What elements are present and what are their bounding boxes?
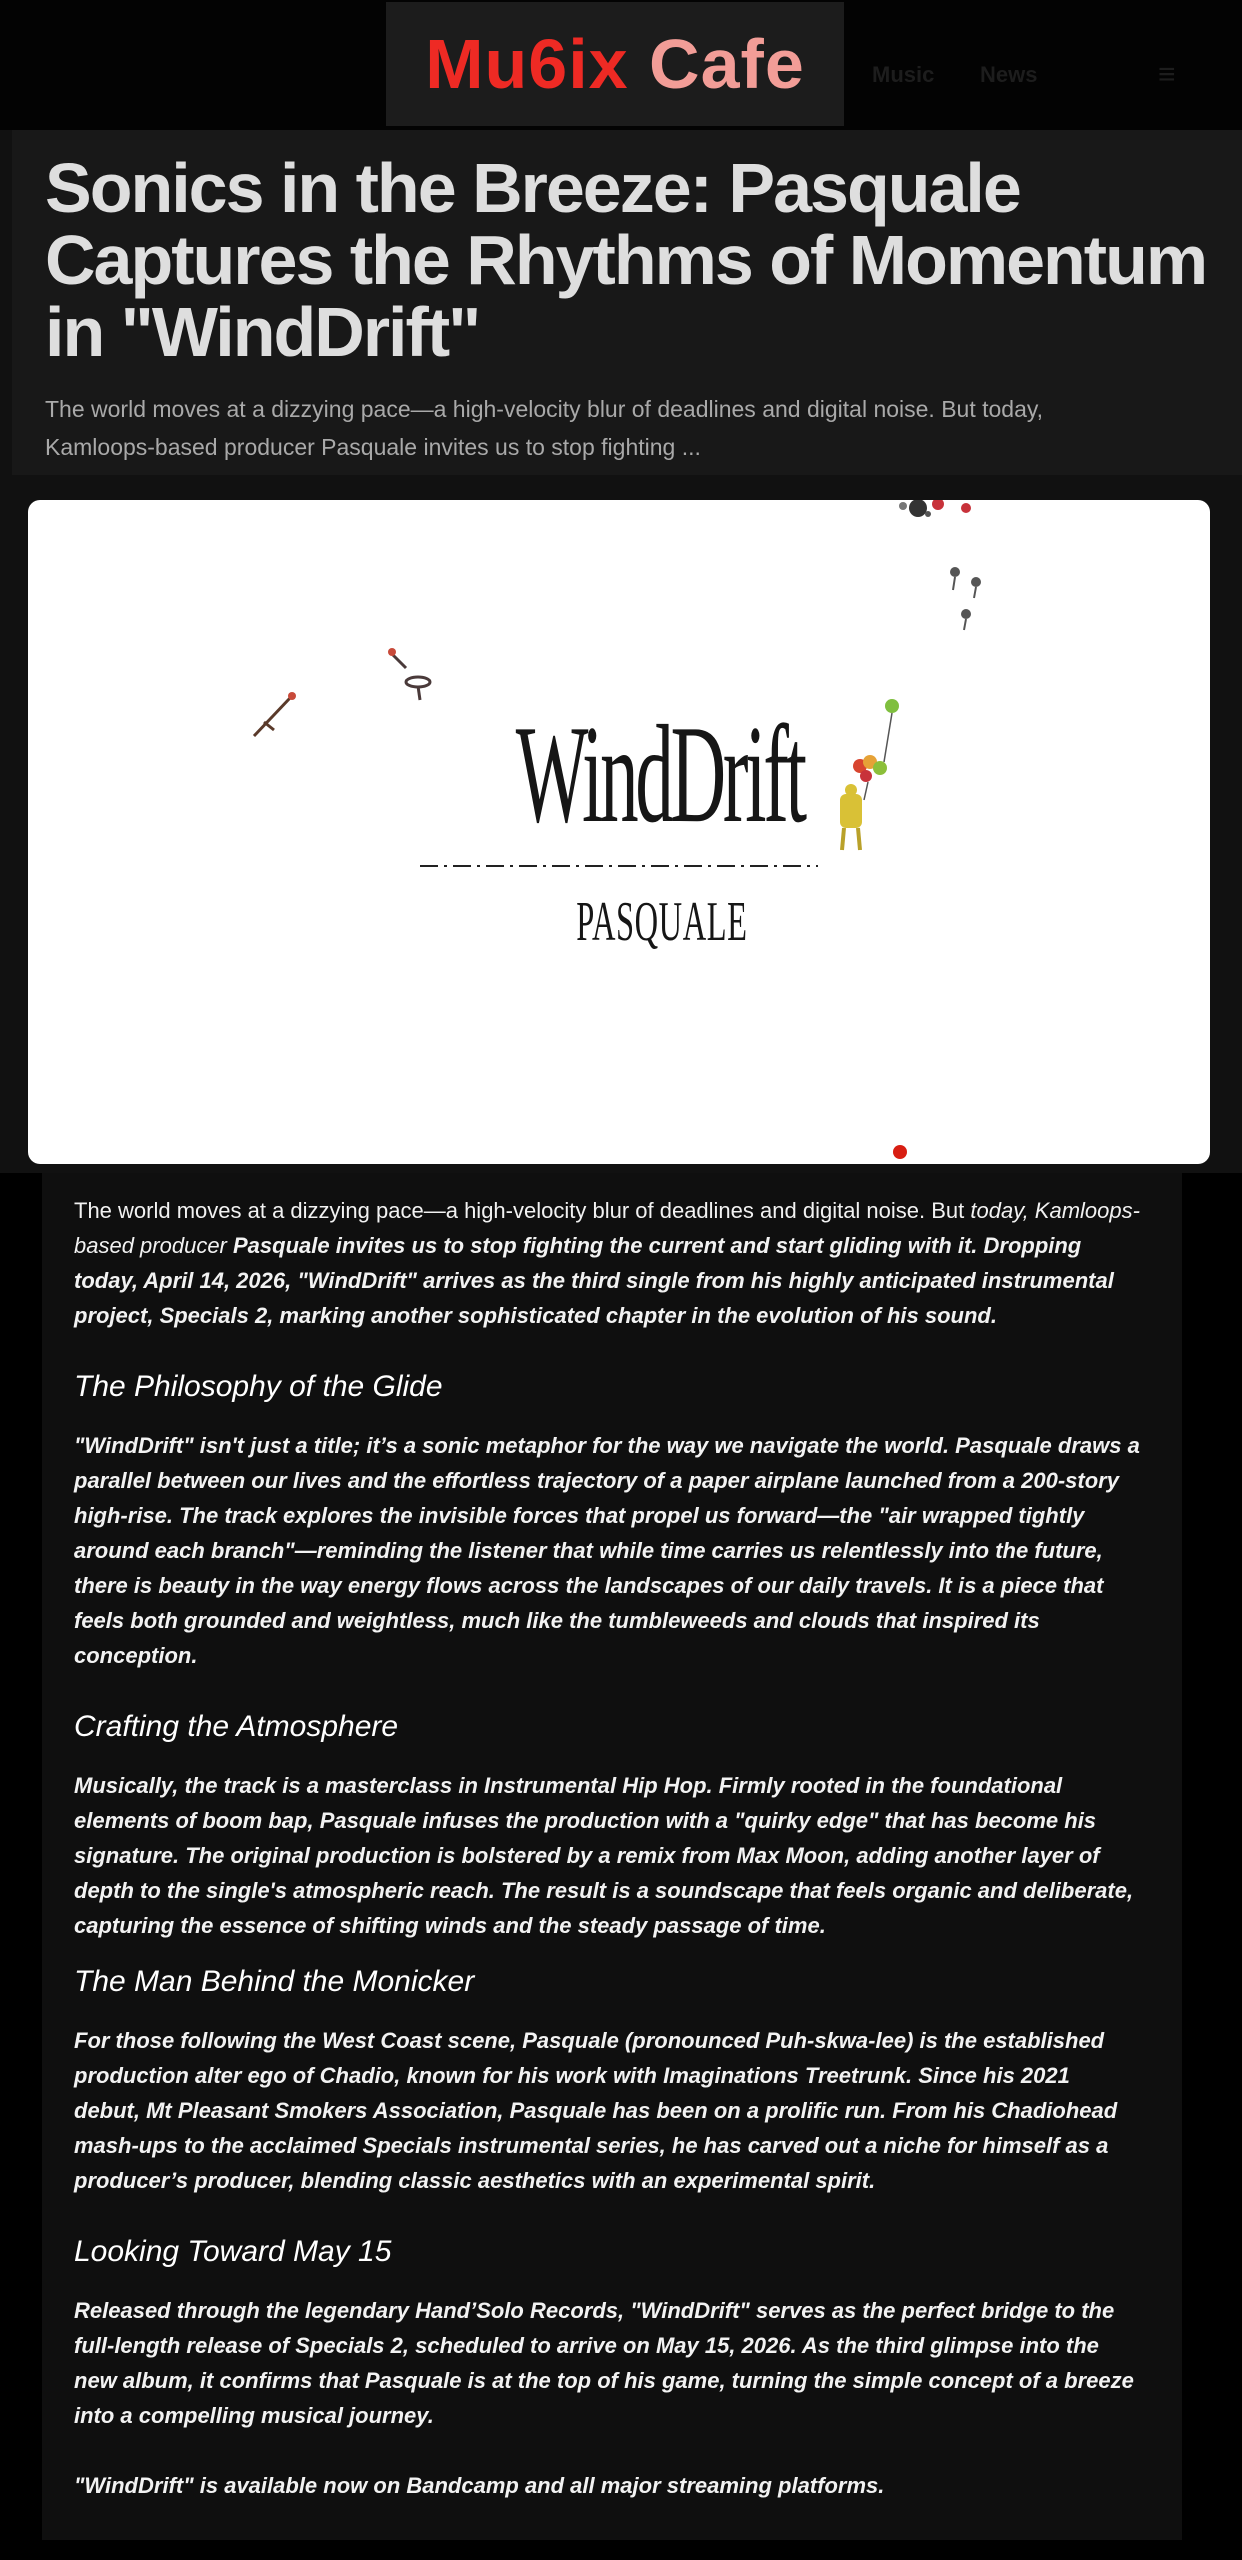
flying-figure-icon — [254, 692, 296, 736]
article-content — [74, 1193, 1140, 2538]
section-paragraph: "WindDrift" isn't just a title; it’s a sonic metaphor for the way we navigate the world. Pasquale draws a parallel between our lives and the effortless trajectory of a paper airplane launched from a 200-story high-rise. The track explores the invisible forces that propel us forward—the "air wrapped tightly around each branch"—reminding the listener that while time carries us relentlessly into the future, there is beauty in the way energy flows across the landscapes of our daily travels. It is a piece that feels both grounded and weightless, much like the tumbleweeds and clouds that inspired its conception. — [74, 1433, 1140, 1668]
artwork-title: WindDrift — [515, 697, 804, 852]
lead-italic-text: today, Kamloops-based producer — [74, 1198, 1140, 1258]
site-logo[interactable] — [386, 2, 844, 126]
page-title: Sonics in the Breeze: Pasquale Captures the Rhythms of Momentum in "WindDrift" — [45, 149, 1207, 371]
closing-line: "WindDrift" is available now on Bandcamp and all major streaming platforms. — [74, 2473, 885, 2498]
lead-bold-text: Pasquale invites us to stop fighting the current and start gliding with it. Dropping today, April 14, 2026, "WindDrift" arrives as the third single from his highly anticipated instrumental project, Specials 2, marking another sophisticated chapter in the evolution of his sound. — [74, 1233, 1114, 1328]
featured-image[interactable] — [28, 500, 1210, 1164]
article-excerpt: The world moves at a dizzying pace—a high-velocity blur of deadlines and digital noise. But today, Kamloops-based producer Pasquale invites us to stop fighting ... — [45, 396, 1044, 460]
balloon-figure-icon — [840, 699, 899, 850]
section-heading: The Philosophy of the Glide — [74, 1370, 443, 1403]
artwork-artist: PASQUALE — [576, 891, 748, 953]
hero-section — [0, 130, 1242, 1173]
logo-part-a: Mu6ix — [425, 25, 629, 103]
logo-part-b: Cafe — [649, 25, 805, 103]
site-header — [0, 0, 1242, 130]
nav-link-news[interactable]: News — [980, 62, 1038, 87]
section-heading: Looking Toward May 15 — [74, 2235, 392, 2268]
section-paragraph: Released through the legendary Hand’Solo Records, "WindDrift" serves as the perfect bridge to the full-length release of Specials 2, scheduled to arrive on May 15, 2026. As the third glimpse into the new album, it confirms that Pasquale is at the top of his game, turning the simple concept of a breeze into a compelling musical journey. — [74, 2298, 1134, 2428]
floating-objects-icon — [899, 500, 981, 630]
nav-link-music[interactable]: Music — [872, 62, 935, 87]
section-paragraph: For those following the West Coast scene, Pasquale (pronounced Puh-skwa-lee) is the established production alter ego of Chadio, known for his work with Imaginations Treetrunk. Since his 2021 debut, Mt Pleasant Smokers Association, Pasquale has been on a prolific run. From his Chadiohead mash-ups to the acclaimed Specials instrumental series, he has carved out a niche for himself as a producer’s producer, blending classic aesthetics with an experimental spirit. — [74, 2028, 1118, 2193]
section-heading: Crafting the Atmosphere — [74, 1710, 399, 1743]
section-heading: The Man Behind the Monicker — [74, 1965, 475, 1998]
red-balloon-icon — [893, 1145, 907, 1159]
menu-icon[interactable]: ≡ — [1158, 58, 1176, 91]
lead-plain-text: The world moves at a dizzying pace—a high-velocity blur of deadlines and digital noise. But — [74, 1198, 971, 1223]
section-paragraph: Musically, the track is a masterclass in Instrumental Hip Hop. Firmly rooted in the foundational elements of boom bap, Pasquale infuses the production with a "quirky edge" that has become his signature. The original production is bolstered by a remix from Max Moon, adding another layer of depth to the single's atmospheric reach. The result is a soundscape that feels organic and deliberate, capturing the essence of shifting winds and the steady passage of time. — [74, 1773, 1134, 1938]
article-body — [42, 1173, 1182, 2540]
lead-paragraph — [74, 1193, 1140, 1333]
perched-figure-icon — [388, 648, 430, 700]
logo-text — [425, 24, 805, 104]
